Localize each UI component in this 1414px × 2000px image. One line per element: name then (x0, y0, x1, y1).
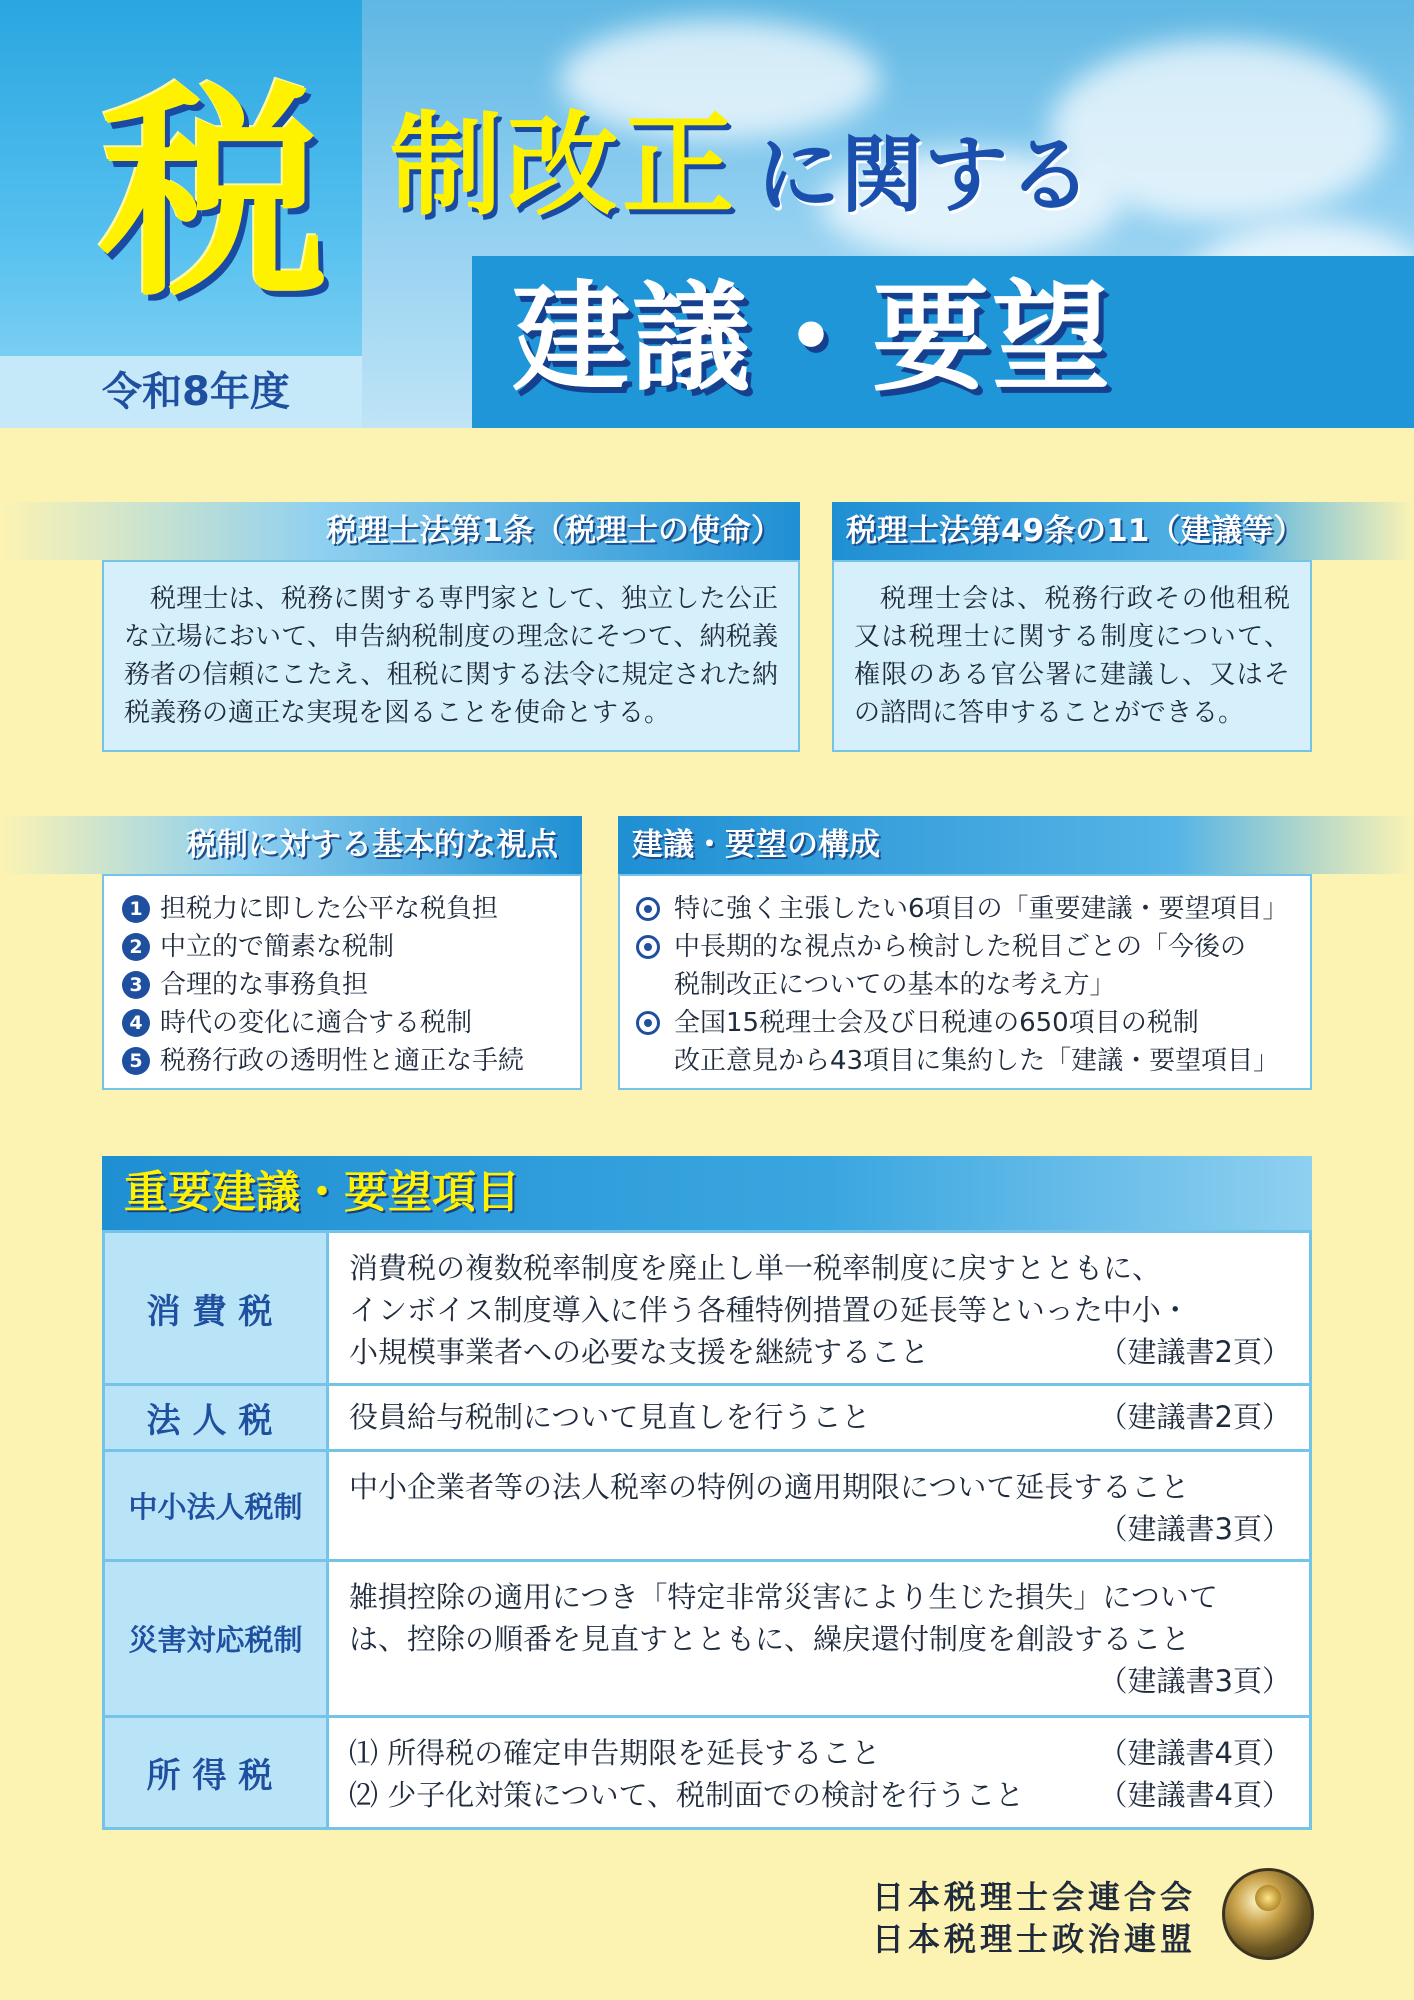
category-income-tax: 所得税 (105, 1718, 329, 1827)
important-heading-text: 重要建議・要望項目 (124, 1167, 520, 1218)
viewpoint-text: 中立的で簡素な税制 (160, 932, 395, 962)
title-blue-text: に関する (756, 126, 1093, 224)
viewpoints-heading (0, 816, 582, 874)
structure-line: 税制改正についての基本的な考え方」 (674, 970, 1116, 1000)
bullseye-icon (636, 935, 660, 959)
number-badge-icon: 4 (122, 1009, 150, 1037)
structure-item (636, 1004, 1294, 1080)
content-text: ⑵ 少子化対策について、税制面での検討を行うこと (349, 1778, 1025, 1812)
fiscal-year-label: 令和8年度 (0, 356, 362, 428)
viewpoint-text: 時代の変化に適合する税制 (160, 1008, 473, 1038)
viewpoint-text: 税務行政の透明性と適正な手続 (160, 1046, 525, 1076)
viewpoints-heading-text: 税制に対する基本的な視点 (186, 827, 558, 863)
structure-heading (618, 816, 1414, 874)
content-line: 雑損控除の適用につき「特定非常災害により生じた損失」について (349, 1580, 1218, 1614)
content-cell (329, 1233, 1309, 1383)
page-reference: （建議書4頁） (1098, 1778, 1291, 1812)
structure-line: 特に強く主張したい6項目の「重要建議・要望項目」 (674, 894, 1289, 924)
structure-text (674, 890, 1289, 928)
content-line: 中小企業者等の法人税率の特例の適用期限について延長すること (349, 1470, 1190, 1504)
emblem-badge-icon (1222, 1868, 1314, 1960)
content-cell (329, 1718, 1309, 1827)
important-heading (102, 1156, 1312, 1230)
header-banner (0, 0, 1414, 428)
table-row (105, 1715, 1309, 1827)
important-table (102, 1230, 1312, 1830)
number-badge-icon: 2 (122, 933, 150, 961)
tax-character: 税 (100, 61, 324, 327)
table-row (105, 1449, 1309, 1559)
viewpoints-list (122, 890, 562, 1080)
viewpoint-item (122, 1004, 562, 1042)
structure-text (674, 928, 1246, 1004)
content-cell (329, 1562, 1309, 1715)
organization-name-1: 日本税理士会連合会 (872, 1878, 1197, 1916)
category-corporate-tax: 法人税 (105, 1386, 329, 1449)
content-line (349, 1732, 1291, 1774)
page-reference: （建議書2頁） (1098, 1400, 1291, 1434)
structure-item (636, 928, 1294, 1004)
viewpoints-box (102, 874, 582, 1090)
content-line (349, 1331, 1291, 1373)
title-line-1 (390, 101, 1093, 231)
content-cell (329, 1452, 1309, 1559)
category-disaster-tax: 災害対応税制 (105, 1562, 329, 1715)
viewpoint-item (122, 966, 562, 1004)
content-line: 消費税の複数税率制度を廃止し単一税率制度に戻すとともに、 (349, 1251, 1162, 1285)
structure-text (674, 1004, 1279, 1080)
page-reference: （建議書2頁） (1098, 1335, 1291, 1369)
table-row (105, 1233, 1309, 1383)
bullseye-icon (636, 897, 660, 921)
content-line: インボイス制度導入に伴う各種特例措置の延長等といった中小・ (349, 1293, 1190, 1327)
organization-name-2: 日本税理士政治連盟 (872, 1920, 1197, 1958)
viewpoint-item (122, 928, 562, 966)
law49-heading (832, 502, 1414, 560)
structure-item (636, 890, 1294, 928)
content-text: 役員給与税制について見直しを行うこと (349, 1400, 871, 1434)
page-reference: （建議書3頁） (1098, 1512, 1291, 1546)
category-sme-tax: 中小法人税制 (105, 1452, 329, 1559)
law49-heading-text: 税理士法第49条の11（建議等） (846, 513, 1305, 549)
bullseye-icon (636, 1011, 660, 1035)
content-text: ⑴ 所得税の確定申告期限を延長すること (349, 1736, 881, 1770)
title-yellow-text: 制改正 (390, 101, 738, 231)
content-cell (329, 1386, 1309, 1449)
number-badge-icon: 1 (122, 895, 150, 923)
content-line: は、控除の順番を見直すとともに、繰戻還付制度を創設すること (349, 1622, 1191, 1656)
number-badge-icon: 3 (122, 971, 150, 999)
page-reference: （建議書4頁） (1098, 1736, 1291, 1770)
viewpoint-text: 担税力に即した公平な税負担 (160, 894, 499, 924)
structure-box (618, 874, 1312, 1090)
viewpoint-text: 合理的な事務負担 (160, 970, 369, 1000)
law49-box (832, 560, 1312, 752)
title-main-text: 建議・要望 (512, 269, 1113, 407)
law49-text: 税理士会は、税務行政その他租税又は税理士に関する制度について、権限のある官公署に建議し、又はその諮問に答申することができる。 (854, 584, 1290, 728)
structure-list (636, 890, 1294, 1080)
content-line (349, 1396, 1291, 1438)
page-reference: （建議書3頁） (1098, 1664, 1291, 1698)
law1-text: 税理士は、税務に関する専門家として、独立した公正な立場において、申告納税制度の理念にそつて、納税義務者の信頼にこたえ、租税に関する法令に規定された納税義務の適正な実現を図ることを使命とする。 (124, 584, 778, 728)
content-line (349, 1774, 1291, 1816)
category-consumption-tax: 消費税 (105, 1233, 329, 1383)
law1-heading-text: 税理士法第1条（税理士の使命） (326, 513, 782, 549)
law1-heading (0, 502, 800, 560)
table-row (105, 1559, 1309, 1715)
structure-line: 全国15税理士会及び日税連の650項目の税制 (674, 1008, 1199, 1038)
structure-heading-text: 建議・要望の構成 (632, 827, 880, 863)
viewpoint-item (122, 1042, 562, 1080)
structure-line: 改正意見から43項目に集約した「建議・要望項目」 (674, 1046, 1280, 1076)
structure-line: 中長期的な視点から検討した税目ごとの「今後の (674, 932, 1247, 962)
viewpoint-item (122, 890, 562, 928)
table-row (105, 1383, 1309, 1449)
number-badge-icon: 5 (122, 1047, 150, 1075)
content-text: 小規模事業者への必要な支援を継続すること (349, 1335, 930, 1369)
law1-box (102, 560, 800, 752)
